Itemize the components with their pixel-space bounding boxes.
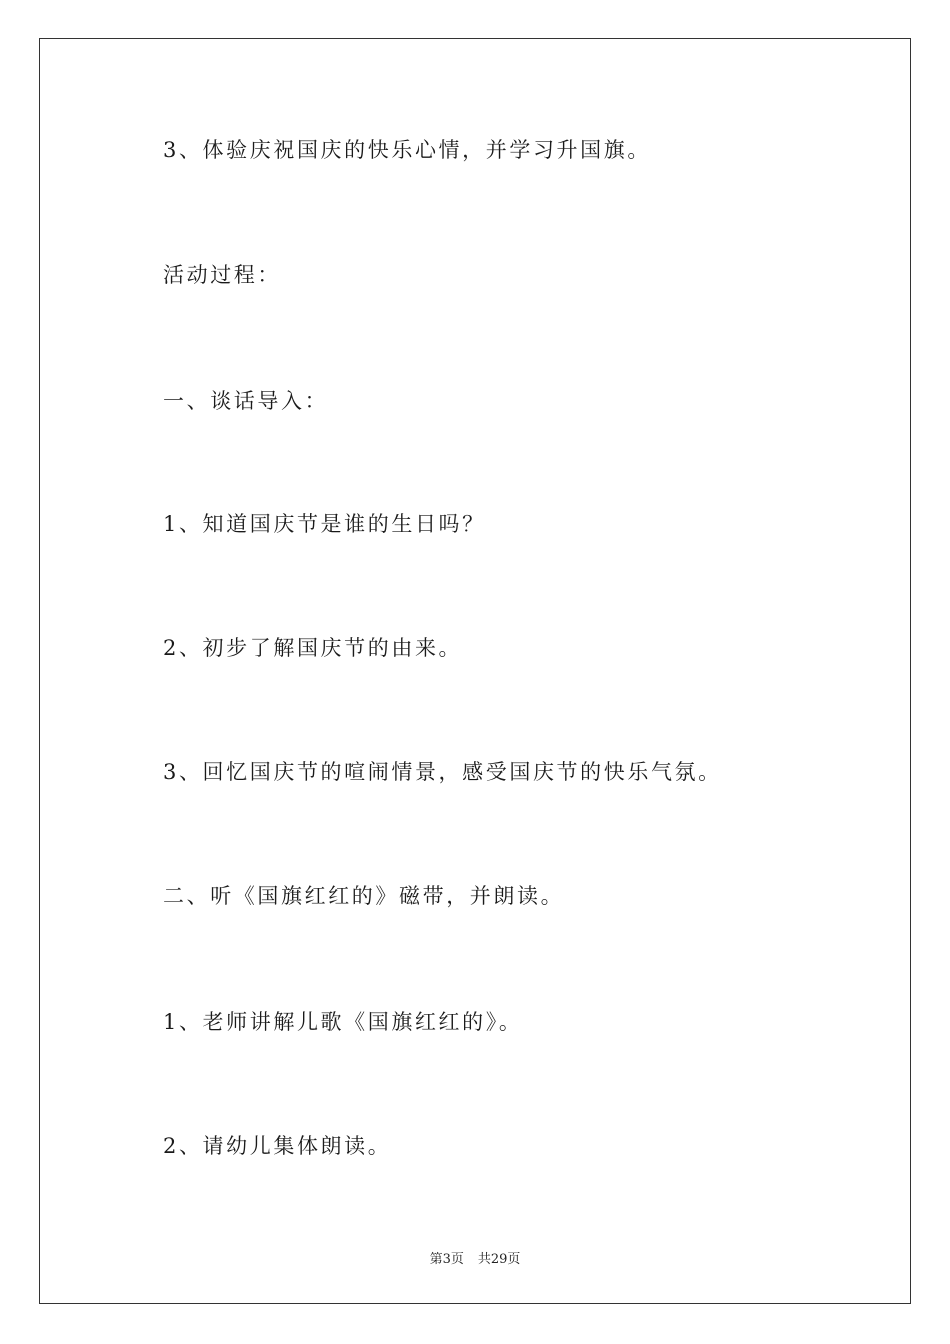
paragraph-line: 活动过程：	[163, 263, 281, 287]
paragraph-line: 3、回忆国庆节的喧闹情景，感受国庆节的快乐气氛。	[163, 760, 722, 784]
paragraph-line: 2、请幼儿集体朗读。	[163, 1134, 392, 1158]
page-number: 第3页	[429, 1252, 464, 1267]
paragraph-line: 1、知道国庆节是谁的生日吗？	[163, 512, 486, 536]
page-border	[39, 38, 911, 1304]
paragraph-line: 二、听《国旗红红的》磁带，并朗读。	[163, 884, 565, 908]
paragraph-line: 1、老师讲解儿歌《国旗红红的》。	[163, 1010, 523, 1034]
paragraph-line: 2、初步了解国庆节的由来。	[163, 636, 463, 660]
page-total: 共29页	[477, 1252, 521, 1267]
page-footer	[0, 1248, 950, 1267]
paragraph-line: 3、体验庆祝国庆的快乐心情，并学习升国旗。	[163, 138, 651, 162]
paragraph-line: 一、谈话导入：	[163, 389, 329, 413]
